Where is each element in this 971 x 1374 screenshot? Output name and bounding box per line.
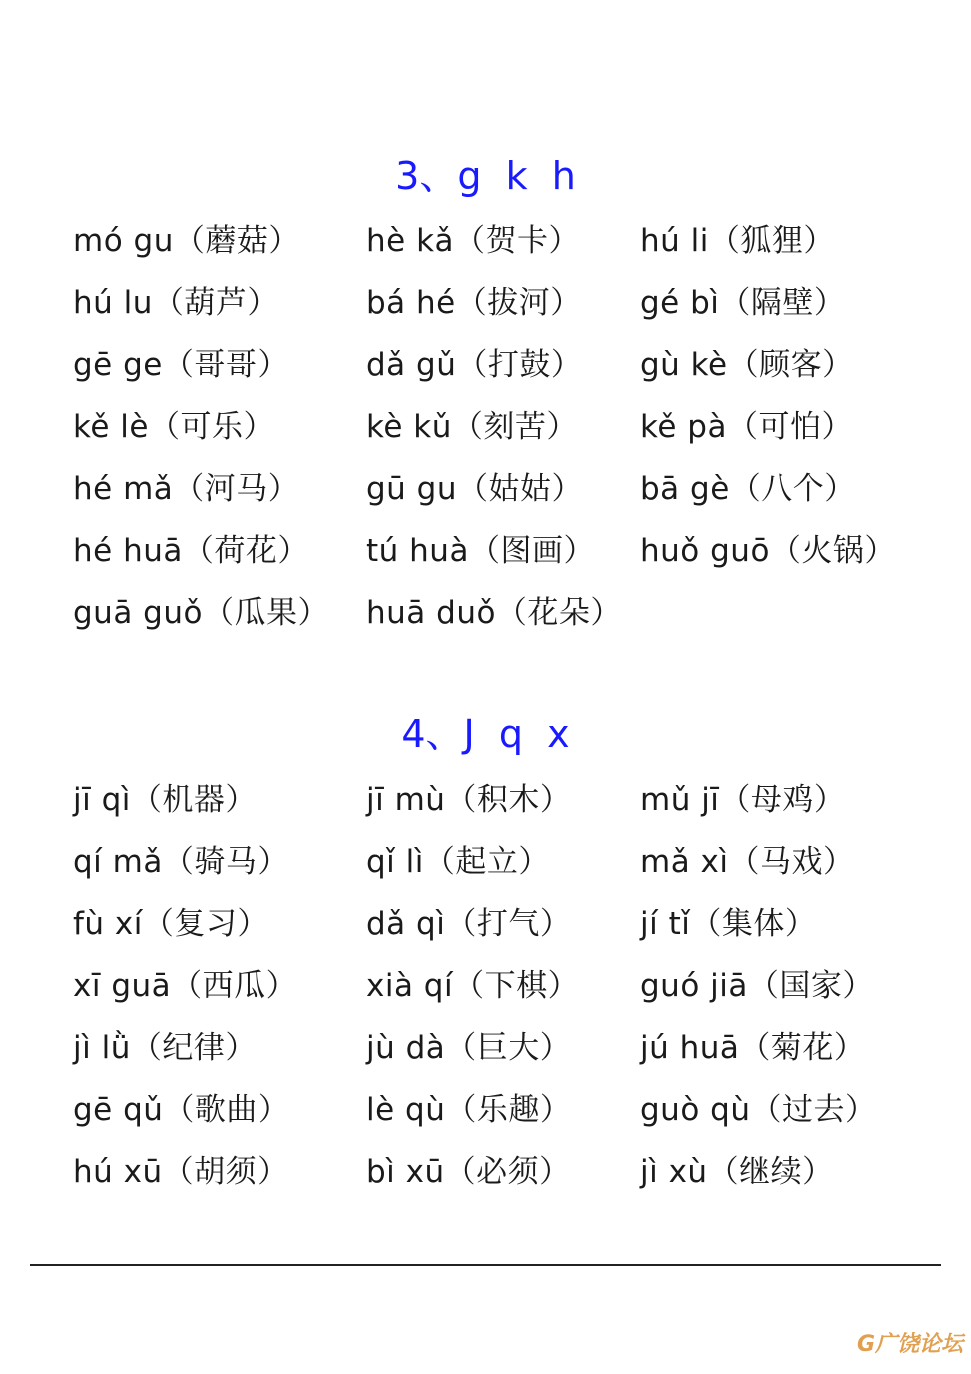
word-item: jì lǜ（纪律） <box>73 1030 257 1066</box>
word-item: hé huā（荷花） <box>73 533 309 569</box>
word-item: kè kǔ（刻苦） <box>366 409 578 445</box>
site-watermark: G广饶论坛 <box>856 1332 963 1357</box>
word-item: gū gu（姑姑） <box>366 471 584 507</box>
word-item: mó gu（蘑菇） <box>73 223 300 259</box>
word-item: xī guā（西瓜） <box>73 968 298 1004</box>
word-item: qí mǎ（骑马） <box>73 844 289 880</box>
word-item: hú li（狐狸） <box>640 223 835 259</box>
section-title-jqx: 4、J q x <box>401 712 570 756</box>
word-item: gé bì（隔壁） <box>640 285 846 321</box>
word-item: jī mù（积木） <box>366 782 572 818</box>
word-item: bá hé（拔河） <box>366 285 582 321</box>
word-item: lè qù（乐趣） <box>366 1092 572 1128</box>
word-item: gù kè（顾客） <box>640 347 854 383</box>
word-item: huā duǒ（花朵） <box>366 595 622 631</box>
word-item: hú lu（葫芦） <box>73 285 279 321</box>
word-item: jí tǐ（集体） <box>640 906 817 942</box>
word-item: jì xù（继续） <box>640 1154 834 1190</box>
word-item: bì xū（必须） <box>366 1154 571 1190</box>
word-item: xià qí（下棋） <box>366 968 580 1004</box>
word-item: gē qǔ（歌曲） <box>73 1092 290 1128</box>
word-item: huǒ guō（火锅） <box>640 533 896 569</box>
word-item: fù xí（复习） <box>73 906 269 942</box>
word-item: jù dà（巨大） <box>366 1030 572 1066</box>
word-item: mǔ jī（母鸡） <box>640 782 846 818</box>
section-title-gkh: 3、g k h <box>395 154 576 198</box>
word-item: gē ge（哥哥） <box>73 347 289 383</box>
word-item: guā guǒ（瓜果） <box>73 595 329 631</box>
footer-divider <box>30 1264 941 1266</box>
word-item: guò qù（过去） <box>640 1092 877 1128</box>
word-item: bā gè（八个） <box>640 471 856 507</box>
word-item: kě pà（可怕） <box>640 409 853 445</box>
word-item: hú xū（胡须） <box>73 1154 289 1190</box>
word-item: hé mǎ（河马） <box>73 471 300 507</box>
word-item: kě lè（可乐） <box>73 409 275 445</box>
word-item: jī qì（机器） <box>73 782 257 818</box>
word-item: dǎ gǔ（打鼓） <box>366 347 583 383</box>
word-item: dǎ qì（打气） <box>366 906 572 942</box>
word-item: qǐ lì（起立） <box>366 844 550 880</box>
word-item: mǎ xì（马戏） <box>640 844 855 880</box>
word-item: hè kǎ（贺卡） <box>366 223 581 259</box>
word-item: guó jiā（国家） <box>640 968 874 1004</box>
word-item: tú huà（图画） <box>366 533 595 569</box>
word-item: jú huā（菊花） <box>640 1030 866 1066</box>
